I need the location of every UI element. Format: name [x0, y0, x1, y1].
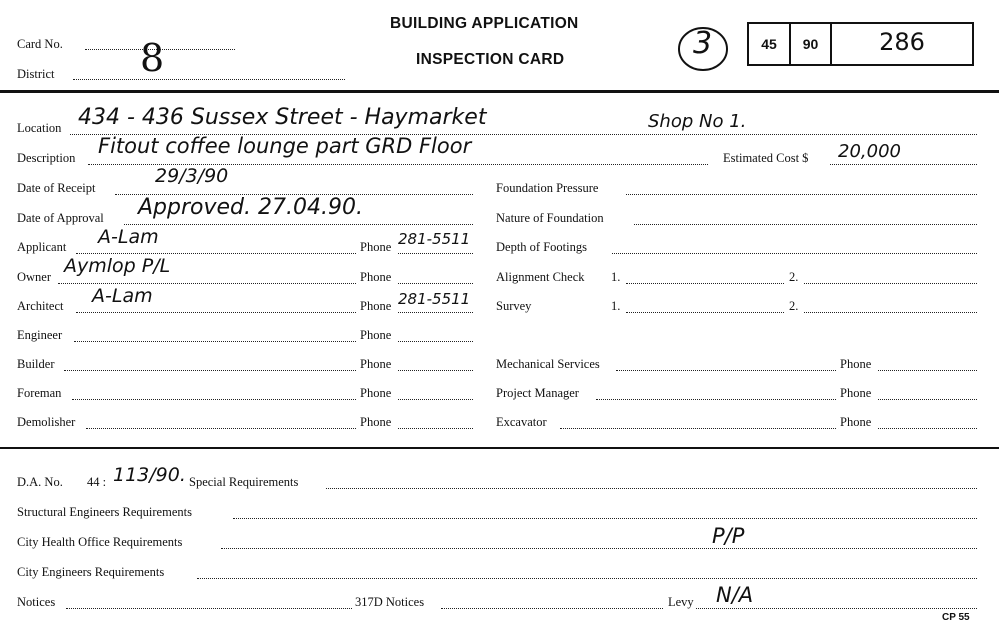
- alignment-check-label: Alignment Check: [496, 270, 585, 284]
- estimated-cost-line: [830, 164, 977, 165]
- depth-footings-line: [612, 253, 977, 254]
- ref-box-a: 45: [761, 36, 777, 52]
- survey-line-1: [626, 312, 784, 313]
- notices-line: [66, 608, 352, 609]
- survey-label: Survey: [496, 299, 532, 313]
- applicant-phone-value: 281-5511: [398, 230, 471, 248]
- title-line2: INSPECTION CARD: [416, 51, 565, 68]
- excavator-line: [560, 428, 836, 429]
- circled-mark: 3: [693, 26, 713, 61]
- mid-rule: [0, 447, 999, 449]
- survey-n2: 2.: [789, 299, 799, 313]
- district-value: 8: [140, 36, 165, 80]
- mechanical-phone-line: [878, 370, 977, 371]
- levy-value: N/A: [716, 583, 754, 607]
- notices-317d-label: 317D Notices: [355, 595, 425, 609]
- foreman-phone-line: [398, 399, 473, 400]
- foreman-phone-label: Phone: [360, 386, 392, 400]
- applicant-value: A-Lam: [98, 226, 159, 248]
- owner-line: [58, 283, 356, 284]
- applicant-phone-line: [398, 253, 473, 254]
- builder-label: Builder: [17, 357, 55, 371]
- architect-phone-value: 281-5511: [398, 290, 471, 308]
- engineer-line: [74, 341, 356, 342]
- nature-foundation-line: [634, 224, 977, 225]
- da-value: 113/90.: [113, 464, 186, 486]
- depth-footings-label: Depth of Footings: [496, 240, 587, 254]
- foundation-pressure-label: Foundation Pressure: [496, 181, 599, 195]
- owner-phone-label: Phone: [360, 270, 392, 284]
- special-requirements-line: [326, 488, 977, 489]
- project-manager-phone-line: [878, 399, 977, 400]
- foreman-line: [72, 399, 356, 400]
- architect-phone-label: Phone: [360, 299, 392, 313]
- alignment-check-n1: 1.: [611, 270, 621, 284]
- architect-label: Architect: [17, 299, 64, 313]
- district-line: [73, 79, 345, 80]
- description-value: Fitout coffee lounge part GRD Floor: [98, 134, 472, 158]
- date-receipt-value: 29/3/90: [155, 165, 229, 187]
- excavator-phone-line: [878, 428, 977, 429]
- location-value: 434 - 436 Sussex Street - Haymarket: [78, 105, 487, 130]
- owner-value: Aymlop P/L: [64, 255, 171, 277]
- health-line: [221, 548, 977, 549]
- nature-foundation-label: Nature of Foundation: [496, 211, 604, 225]
- demolisher-line: [86, 428, 356, 429]
- project-manager-label: Project Manager: [496, 386, 579, 400]
- city-engineers-label: City Engineers Requirements: [17, 565, 165, 579]
- mechanical-label: Mechanical Services: [496, 357, 600, 371]
- foreman-label: Foreman: [17, 386, 62, 400]
- architect-phone-line: [398, 312, 473, 313]
- excavator-phone-label: Phone: [840, 415, 872, 429]
- builder-line: [64, 370, 356, 371]
- date-receipt-label: Date of Receipt: [17, 181, 96, 195]
- date-approval-label: Date of Approval: [17, 211, 104, 225]
- owner-phone-line: [398, 283, 473, 284]
- project-manager-phone-label: Phone: [840, 386, 872, 400]
- da-label: D.A. No.: [17, 475, 63, 489]
- date-approval-line: [124, 224, 473, 225]
- project-manager-line: [596, 399, 836, 400]
- alignment-check-line-2: [804, 283, 977, 284]
- location-label: Location: [17, 121, 62, 135]
- builder-phone-label: Phone: [360, 357, 392, 371]
- alignment-check-n2: 2.: [789, 270, 799, 284]
- engineer-phone-line: [398, 341, 473, 342]
- special-requirements-label: Special Requirements: [189, 475, 299, 489]
- estimated-cost-value: 20,000: [838, 141, 901, 162]
- estimated-cost-label: Estimated Cost $: [723, 151, 809, 165]
- builder-phone-line: [398, 370, 473, 371]
- top-rule: [0, 90, 999, 93]
- demolisher-phone-line: [398, 428, 473, 429]
- engineer-phone-label: Phone: [360, 328, 392, 342]
- mechanical-phone-label: Phone: [840, 357, 872, 371]
- structural-label: Structural Engineers Requirements: [17, 505, 192, 519]
- district-label: District: [17, 67, 55, 81]
- location-extra: Shop No 1.: [648, 111, 747, 132]
- survey-line-2: [804, 312, 977, 313]
- survey-n1: 1.: [611, 299, 621, 313]
- da-prefix: 44 :: [87, 475, 107, 489]
- health-label: City Health Office Requirements: [17, 535, 183, 549]
- levy-line: [696, 608, 977, 609]
- architect-line: [76, 312, 356, 313]
- ref-box-b: 90: [802, 36, 819, 52]
- health-value: P/P: [712, 524, 745, 548]
- date-approval-value: Approved. 27.04.90.: [138, 195, 363, 220]
- demolisher-label: Demolisher: [17, 415, 76, 429]
- applicant-line: [76, 253, 356, 254]
- card-no-label: Card No.: [17, 37, 63, 51]
- form-code: CP 55: [942, 612, 970, 623]
- foundation-pressure-line: [626, 194, 977, 195]
- levy-label: Levy: [668, 595, 694, 609]
- excavator-label: Excavator: [496, 415, 547, 429]
- structural-line: [233, 518, 977, 519]
- alignment-check-line-1: [626, 283, 784, 284]
- applicant-phone-label: Phone: [360, 240, 392, 254]
- city-engineers-line: [197, 578, 977, 579]
- engineer-label: Engineer: [17, 328, 63, 342]
- notices-317d-line: [441, 608, 663, 609]
- title-line1: BUILDING APPLICATION: [390, 15, 579, 32]
- description-label: Description: [17, 151, 76, 165]
- demolisher-phone-label: Phone: [360, 415, 392, 429]
- architect-value: A-Lam: [92, 285, 153, 307]
- notices-label: Notices: [17, 595, 56, 609]
- applicant-label: Applicant: [17, 240, 67, 254]
- mechanical-line: [616, 370, 836, 371]
- owner-label: Owner: [17, 270, 52, 284]
- ref-box-c: 286: [879, 28, 925, 56]
